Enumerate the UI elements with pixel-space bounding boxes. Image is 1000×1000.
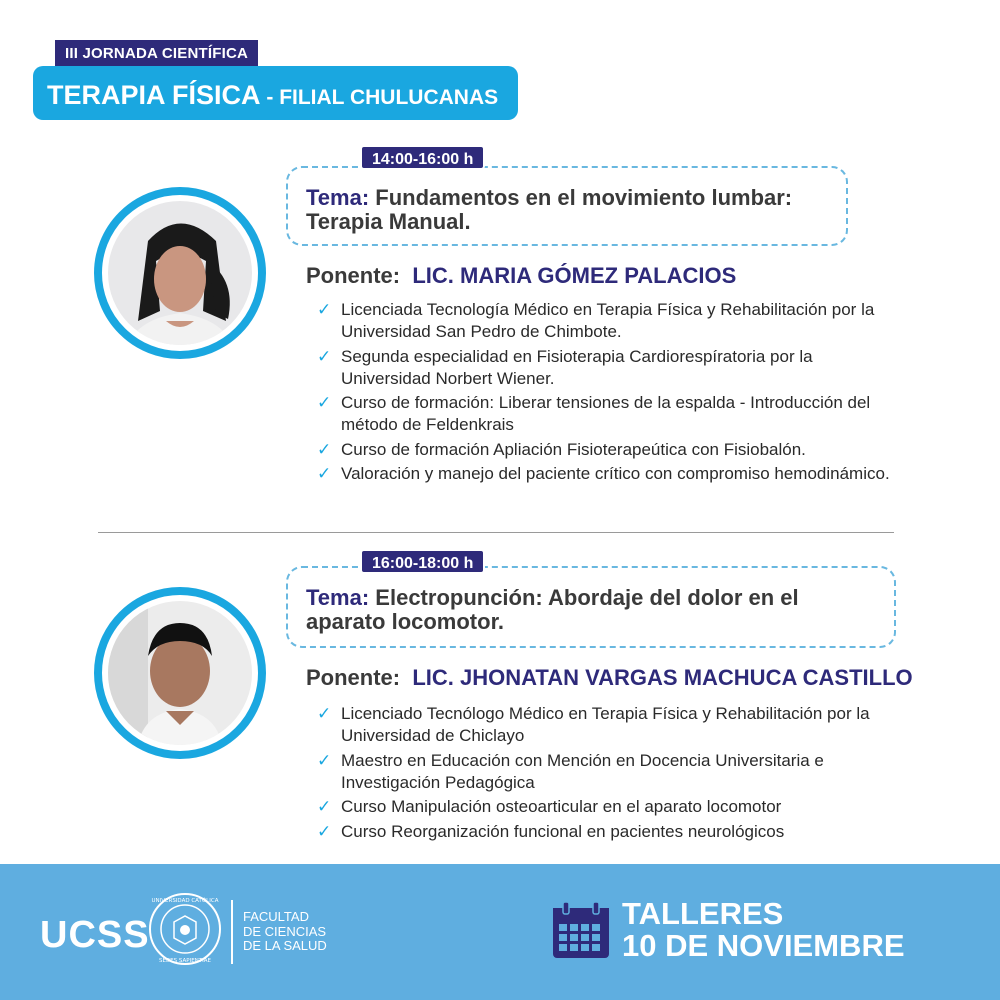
faculty-name: FACULTAD DE CIENCIAS DE LA SALUD — [243, 909, 327, 953]
topic-label: Tema: — [306, 585, 370, 610]
list-item: ✓ Segunda especialidad en Fisioterapia Cardiorespíratoria por la Universidad Norbert Wiener. — [317, 346, 813, 388]
checkmark-icon: ✓ — [317, 821, 332, 841]
speaker-photo — [108, 201, 252, 345]
speaker-photo-frame — [94, 587, 266, 759]
event-label: III JORNADA CIENTÍFICA — [55, 40, 258, 68]
list-item: ✓ Valoración y manejo del paciente crítico con compromiso hemodinámico. — [317, 464, 890, 483]
footer — [0, 864, 1000, 1000]
topic-label: Tema: — [306, 185, 370, 210]
speaker-label: Ponente: — [306, 263, 401, 288]
credentials-list — [317, 299, 897, 488]
list-item: ✓ Licenciada Tecnología Médico en Terapia Física y Rehabilitación por la Universidad San Pedro de Chimbote. — [317, 300, 875, 341]
speaker-photo-frame — [94, 187, 266, 359]
credentials-list — [317, 703, 897, 845]
list-item: ✓ Licenciado Tecnólogo Médico en Terapia Física y Rehabilitación por la Universidad de Chiclayo — [317, 704, 870, 745]
checkmark-icon: ✓ — [317, 464, 332, 483]
workshop-date: 10 DE NOVIEMBRE — [622, 928, 905, 963]
checkmark-icon: ✓ — [317, 346, 332, 366]
list-item: ✓ Maestro en Educación con Mención en Docencia Universitaria e Investigación Pedagógica — [317, 750, 824, 792]
seal-text-bottom: SEDES SAPIENTIAE — [158, 958, 212, 964]
topic-text: Electropunción: Abordaje del dolor en el aparato locomotor. — [306, 585, 799, 634]
section-divider — [98, 532, 894, 533]
title-separator: - — [260, 86, 280, 109]
speaker-line — [306, 665, 913, 691]
checkmark-icon: ✓ — [317, 704, 332, 723]
time-badge: 16:00-18:00 h — [360, 549, 485, 574]
title-sub: FILIAL CHULUCANAS — [279, 86, 499, 109]
speaker-photo — [108, 601, 252, 745]
calendar-icon — [551, 900, 611, 960]
speaker-line — [306, 263, 736, 289]
seal-text-top: UNIVERSIDAD CATÓLICA — [151, 898, 219, 904]
topic-box — [286, 166, 848, 246]
speaker-name: LIC. MARIA GÓMEZ PALACIOS — [412, 263, 737, 288]
page-title — [33, 66, 518, 120]
workshop-title: TALLERES — [622, 896, 784, 931]
checkmark-icon: ✓ — [317, 750, 332, 770]
checkmark-icon: ✓ — [317, 439, 332, 459]
topic-box — [286, 566, 896, 648]
list-item: ✓ Curso Reorganización funcional en pacientes neurológicos — [317, 821, 785, 841]
speaker-name: LIC. JHONATAN VARGAS MACHUCA CASTILLO — [412, 665, 913, 690]
topic-text: Fundamentos en el movimiento lumbar: Terapia Manual. — [306, 185, 793, 234]
speaker-label: Ponente: — [306, 665, 401, 690]
checkmark-icon: ✓ — [317, 300, 332, 319]
checkmark-icon: ✓ — [317, 393, 332, 412]
university-seal-icon — [148, 892, 222, 966]
list-item: ✓ Curso Manipulación osteoarticular en el aparato locomotor — [317, 797, 782, 816]
logo-divider — [231, 900, 233, 964]
title-main: TERAPIA FÍSICA — [47, 80, 261, 110]
checkmark-icon: ✓ — [317, 797, 332, 816]
list-item: ✓ Curso de formación Apliación Fisioterapeútica con Fisiobalón. — [317, 439, 806, 459]
time-badge: 14:00-16:00 h — [360, 145, 485, 170]
list-item: ✓ Curso de formación: Liberar tensiones de la espalda - Introducción del método de Feldenkrais — [317, 393, 871, 434]
ucss-logo: UCSS — [40, 914, 150, 956]
